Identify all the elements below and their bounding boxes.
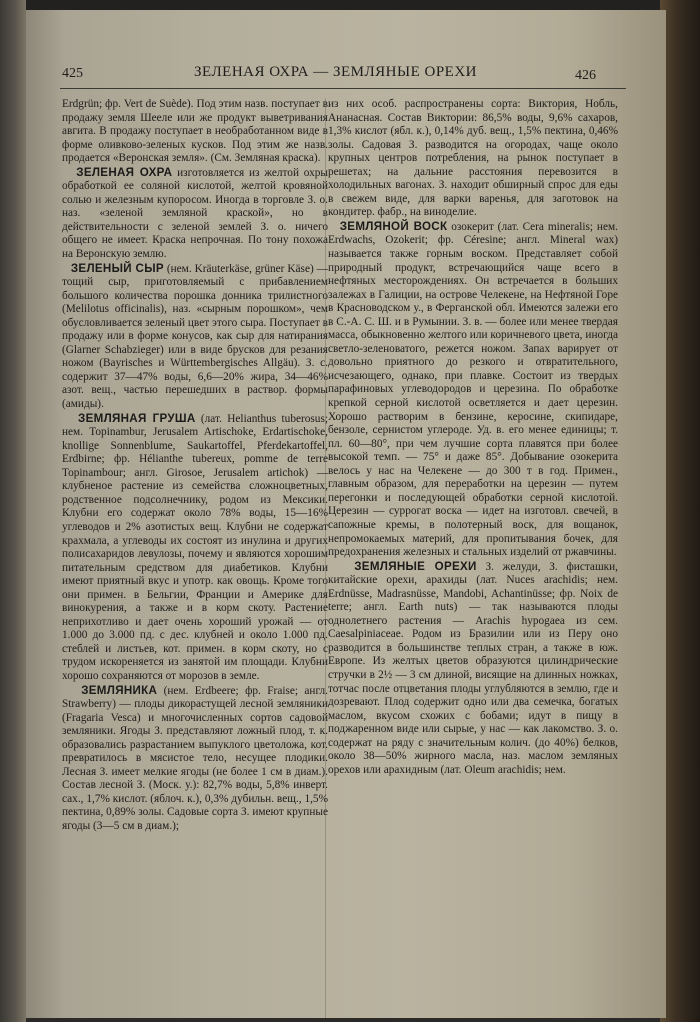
continued-text: Erdgrün; фр. Vert de Suède). Под этим назв. поступает в продажу земля Шееле или же продукт выветривания авгита. В продажу поступает в необработанном виде в форме оливково-зеленых кусков. Под этим же назв. продается «Веронская земля». (См. Земляная краска).	[62, 98, 328, 165]
entry-text: озокерит (лат. Cera mineralis; нем. Erdwachs, Ozokerit; фр. Céresine; англ. Mineral wax) называется также горным воском. Представляет собой природный продукт, встречающийся чаще всего в нефтяных месторождениях. Он встречается в больших залежах в Галиции, на острове Челекене, на Нефтяной Горе в Красноводском у., в Ферганской обл. Имеются залежи его в С.-А. С. Ш. и в Румынии. З. в. — более или менее твердая масса, обыкновенно желтого или коричневого цвета, иногда светло-зеленоватого, режется ножом. Запах варирует от довольно приятного до резкого и отвратительного, исчезающего, однако, при плавке. Состоит из твердых парафиновых углеводородов и церезина. По обработке крепкой серной кислотой осветляется и дает церезин. Хорошо растворим в бензине, керосине, скипидаре, бензоле, сернистом углероде. Уд. в. его менее единицы; т. пл. 60—80°, при чем лучшие сорта плавятся при более высокой темп. — 75° и даже 85°. Добывание озокерита велось у нас на Челекене — до 300 т в год. Примен., главным образом, для переработки на церезин — путем перегонки и последующей обработки серной кислотой. Церезин — суррогат воска — идет на изготовл. свечей, в сапожные кремы, в полотерный воск, для вощанок, непромокаемых материй, для пропитывания бочек, для предохранения железных и стальных изделий от ржавчины.	[328, 220, 618, 559]
page-number-right: 426	[575, 68, 596, 83]
entry	[62, 166, 328, 262]
left-page-edge	[0, 0, 26, 1022]
dictionary-page	[26, 10, 666, 1018]
page-header	[26, 62, 666, 88]
entry-text: (нем. Erdbeere; фр. Fraise; англ. Strawberry) — плоды дикорастущей лесной земляники (Fragaria Vesca) и многочисленных сортов садовой земляники. Ягоды З. представляют ложный плод, т. к. образовались разрастанием выпуклого цветоложа, кот. превратилось в мясистое тело, несущее плодики. Лесная З. имеет мелкие ягоды (не более 1 см в диам.). Состав лесной З. (Моск. у.): 82,7% воды, 5,8% инверт. сах., 1,7% кислот. (яблоч. к.), 0,3% дубильн. вещ., 1,5% пектина, 0,89% золы. Садовые сорта З. имеют крупные ягоды (3—5 см в диам.);	[62, 684, 328, 832]
running-title: ЗЕЛЕНАЯ ОХРА — ЗЕМЛЯНЫЕ ОРЕХИ	[194, 64, 478, 80]
continued-text: из них особ. распространены сорта: Виктория, Нобль, Ананасная. Состав Виктории: 86,5% воды, 9,6% сахаров, 1,3% кислот (ябл. к.), 0,14% дуб. вещ., 1,5% пектина, 0,46% золы. Садовая З. разводится на огородах, чаще около крупных центров потребления, на рынок поступает в решетах; на дальние расстояния перевозится в холодильных вагонах. З. находит обширный спрос для еды в свежем виде, для варки варенья, для заготовок на кондитер. фабр., на виноделие.	[328, 98, 618, 219]
entry-text: (лат. Helianthus tuberosus; нем. Topinambur, Jerusalem Artischoke, Erdartischoke, knollige Sonnenblume, Saukartoffel, Pferdekartoffel, Erdbirne; фр. Hélianthe tubereux, pomme de terre Topinambour; англ. Girosoe, Jerusalem artichok) — клубненое растение из семейства сложноцветных, родственное подсолнечнику, родом из Мексики. Клубни его содержат около 78% воды, 15—16% углеводов и 2% азотистых вещ. Клубни не содержат крахмала, а углеводы их состоят из инулина и других полисахаридов левулозы, почему и являются хорошим питательным средством для диабетиков. Клубни имеют приятный вкус и употр. как овощь. Кроме того они примен. в Бельгии, Франции и Америке для винокурения, а также и в корм скоту. Растение неприхотливо и дает очень хороший урожай — от 1.000 до 3.000 пд. с дес. клубней и около 1.000 пд. стеблей и листьев, кот. примен. в корм скоту, но с трудом искореняется из занятой им площади. Клубни хорошо сохраняются от морозов в земле.	[62, 412, 328, 682]
entry-headword: ЗЕМЛЯНИКА	[81, 683, 158, 697]
entry-headword: ЗЕМЛЯНАЯ ГРУША	[78, 411, 196, 425]
right-column	[328, 98, 618, 777]
entry-text: изготовляется из желтой охры обработкой ее соляной кислотой, желтой кровяной солью и железным купоросом. Иногда в торговле З. о. наз. «зеленой земляной краской», но в действительности с зеленой землей З. о. ничего общего не имеет. Краска непрочная. По тону похожа на Веронскую землю.	[62, 166, 328, 261]
entry	[62, 262, 328, 412]
entry-text: (нем. Kräuterkäse, grüner Käse) — тощий сыр, приготовляемый с прибавлением большого количества порошка донника трилистного (Melilotus officinalis), наз. «сырным порошком», чем обусловливается зеленый цвет этого сыра. Поступает в продажу или в форме конусов, как сыр для натирания (Glarner Schabzieger) или в виде брусков для резания ножом (Bayrisches и Württembergisches Allgäu). З. с. содержит 37—47% воды, 6,6—20% жира, 34—46% азот. вещ., частью перешедших в раствор. формы (амиды).	[62, 262, 328, 411]
book-fore-edge	[660, 0, 700, 1022]
entry-headword: ЗЕЛЕНАЯ ОХРА	[76, 165, 173, 179]
entry-headword: ЗЕЛЕНЫЙ СЫР	[70, 261, 164, 275]
entry-headword: ЗЕМЛЯНЫЕ ОРЕХИ	[354, 559, 477, 573]
column-gap	[325, 98, 326, 1018]
entry	[62, 684, 328, 834]
header-rule	[60, 88, 626, 89]
page-number-left: 425	[62, 66, 83, 81]
entry	[62, 412, 328, 684]
left-column	[62, 98, 328, 834]
entry-headword: ЗЕМЛЯНОЙ ВОСК	[339, 219, 448, 233]
entry	[328, 220, 618, 560]
entry	[328, 560, 618, 778]
entry-text: З. желуди, З. фисташки, китайские орехи, арахиды (лат. Nuces arachidis; нем. Erdnüsse, Madrasnüsse, Mandobi, Achantinüsse; фр. Noix de terre; англ. Earth nuts) — так называются плоды однолетнего растения — Arachis hypogaea из сем. Caesalpiniaceae. Родом из Бразилии или из Перу оно разводится в большинстве теплых стран, а также в юж. Европе. Из желтых цветов образуются цилиндрические стручки в 2½ — 3 см длиной, висящие на длинных ножках, тотчас после отцветания плоды углубляются в землю, где и дозревают. Плод содержит одно или два семечка, богатых маслом, вкусом схожих с бобами; идут в пищу в поджаренном виде или сырые, у нас — как лакомство. З. о. содержат на ряду с значительным колич. (до 40%) белков, около 38—50% жирного масла, наз. маслом земляных орехов или арахидным (лат. Oleum arachidis; нем.	[328, 560, 619, 776]
